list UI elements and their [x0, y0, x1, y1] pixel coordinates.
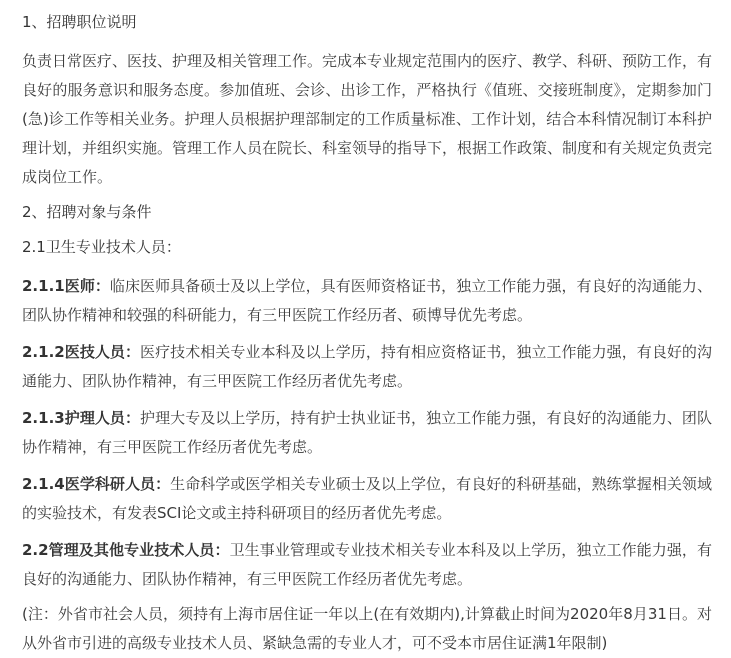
role-medical-technician: [22, 338, 712, 396]
role-nursing: [22, 404, 712, 462]
position-description: 负责日常医疗、医技、护理及相关管理工作。完成本专业规定范围内的医疗、教学、科研、预防工作，有良好的服务意识和服务态度。参加值班、会诊、出诊工作，严格执行《值班、交接班制度》，定期参加门(急)诊工作等相关业务。护理人员根据护理部制定的工作质量标准、工作计划，结合本科情况制订本科护理计划，并组织实施。管理工作人员在院长、科室领导的指导下，根据工作政策、制度和有关规定负责完成岗位工作。: [22, 52, 713, 186]
role-label: 2.1.1医师：: [22, 277, 110, 295]
role-label: 2.1.3护理人员：: [22, 409, 141, 427]
section-title-position: 1、招聘职位说明: [22, 13, 137, 31]
role-label: 2.1.2医技人员：: [22, 343, 141, 361]
role-physician: [22, 272, 712, 330]
role-label: 2.1.4医学科研人员：: [22, 475, 171, 493]
role-management: [22, 536, 712, 594]
role-label: 2.2管理及其他专业技术人员：: [22, 541, 230, 559]
role-text: 护理大专及以上学历，持有护士执业证书，独立工作能力强，有良好的沟通能力、团队协作精神，有三甲医院工作经历者优先考虑。: [22, 409, 712, 456]
article-body: [22, 10, 712, 658]
role-text: 卫生事业管理或专业技术相关专业本科及以上学历，独立工作能力强，有良好的沟通能力、团队协作精神，有三甲医院工作经历者优先考虑。: [22, 541, 712, 588]
residence-note: (注：外省市社会人员，须持有上海市居住证一年以上(在有效期内),计算截止时间为2020年8月31日。对从外省市引进的高级专业技术人员、紧缺急需的专业人才，可不受本市居住证满1年限制): [22, 605, 712, 652]
role-medical-research: [22, 470, 712, 528]
subsection-title-health-tech: 2.1卫生专业技术人员：: [22, 238, 181, 256]
section-title-requirements: 2、招聘对象与条件: [22, 203, 152, 221]
role-text: 临床医师具备硕士及以上学位，具有医师资格证书，独立工作能力强，有良好的沟通能力、团队协作精神和较强的科研能力，有三甲医院工作经历者、硕博导优先考虑。: [22, 277, 712, 324]
role-text: 医疗技术相关专业本科及以上学历，持有相应资格证书，独立工作能力强，有良好的沟通能力、团队协作精神，有三甲医院工作经历者优先考虑。: [22, 343, 712, 390]
role-text: 生命科学或医学相关专业硕士及以上学位，有良好的科研基础，熟练掌握相关领域的实验技术，有发表SCI论文或主持科研项目的经历者优先考虑。: [22, 475, 712, 522]
